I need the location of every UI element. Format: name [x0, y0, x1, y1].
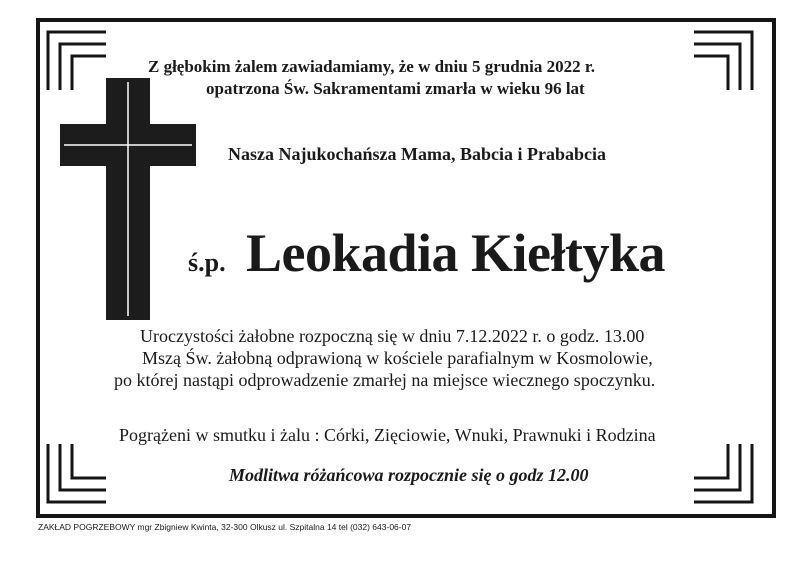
corner-ornament-bottom-left-icon: [46, 442, 108, 504]
announcement-intro-line-2: opatrzona Św. Sakramentami zmarła w wieku 96 lat: [206, 79, 585, 98]
ceremony-line-1: Uroczystości żałobne rozpoczną się w dniu 7.12.2022 r. o godz. 13.00: [140, 326, 645, 346]
corner-ornament-bottom-right-icon: [692, 442, 754, 504]
corner-ornament-top-right-icon: [692, 30, 754, 92]
deceased-name: Leokadia Kiełtyka: [246, 223, 666, 283]
funeral-home-footer: ZAKŁAD POGRZEBOWY mgr Zbigniew Kwinta, 32-300 Olkusz ul. Szpitalna 14 tel (032) 643-06-07: [38, 522, 412, 532]
ceremony-line-2: Mszą Św. żałobną odprawioną w kościele parafialnym w Kosmolowie,: [142, 348, 653, 368]
ceremony-line-3: po której nastąpi odprowadzenie zmarłej na miejsce wiecznego spoczynku.: [114, 370, 656, 390]
name-prefix: ś.p.: [188, 248, 226, 277]
latin-cross-icon: [60, 78, 196, 320]
announcement-intro-line-1: Z głębokim żalem zawiadamiamy, że w dniu 5 grudnia 2022 r.: [148, 57, 596, 76]
prayer-notice: Modlitwa różańcowa rozpocznie się o godz 12.00: [229, 465, 589, 485]
mourners-line: Pogrążeni w smutku i żalu : Córki, Zięciowie, Wnuki, Prawnuki i Rodzina: [119, 425, 656, 445]
family-relation-line: Nasza Najukochańsza Mama, Babcia i Prababcia: [228, 144, 606, 164]
